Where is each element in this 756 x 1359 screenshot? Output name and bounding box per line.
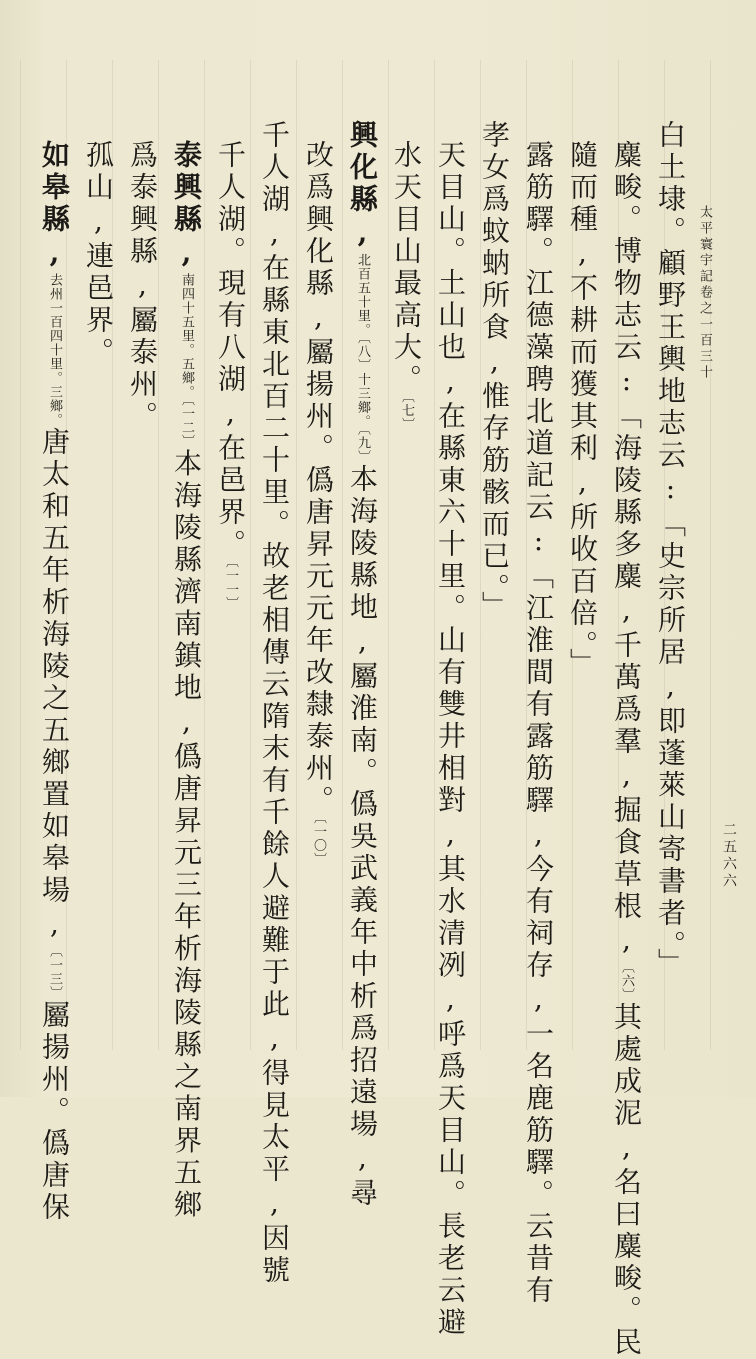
text-column-4 xyxy=(522,140,555,1307)
text-column-1 xyxy=(654,120,687,980)
text-column-3 xyxy=(566,140,599,680)
annotation-note: 〔一〇〕 xyxy=(311,817,326,867)
text-column-9 xyxy=(302,140,335,867)
text-column-6 xyxy=(434,140,467,1339)
annotation-note: 去州一百四十里。三鄉。 xyxy=(47,273,62,427)
text-run: 屬揚州。僞唐保 xyxy=(38,1000,71,1224)
text-run: 水天目山最高大。 xyxy=(390,140,423,396)
text-column-8 xyxy=(346,120,379,1210)
page-number: 二五六六 xyxy=(721,822,737,890)
text-run: 孝女爲蚊蚋所食,惟存筋骸而已。」 xyxy=(478,120,511,623)
text-run: 天目山。土山也,在縣東六十里。山有雙井相對,其水清冽,呼爲天目山。長老云避 xyxy=(434,140,467,1339)
text-run: 千人湖,在縣東北百二十里。故老相傳云隋末有千餘人避難于此,得見太平,因號 xyxy=(258,120,291,1287)
annotation-note: 〔八〕 xyxy=(355,337,370,373)
annotation-note: 南四十五里。五鄉。 xyxy=(179,273,194,399)
entry-heading: 如皋縣, xyxy=(38,140,71,273)
annotation-note: 〔七〕 xyxy=(399,396,414,432)
text-run: 本海陵縣地,屬淮南。僞吳武義年中析爲招遠場,尋 xyxy=(346,464,379,1210)
text-column-2 xyxy=(610,140,643,1359)
text-run: 孤山,連邑界。 xyxy=(82,140,115,369)
text-run: 千人湖。現有八湖,在邑界。 xyxy=(214,140,247,561)
text-run: 其處成泥,名曰麋畯。民 xyxy=(610,1002,643,1359)
annotation-note: 〔一一〕 xyxy=(223,561,238,611)
text-column-14 xyxy=(82,140,115,369)
text-column-11 xyxy=(214,140,247,611)
annotation-note: 十三鄉。 xyxy=(355,372,370,429)
running-title: 太平寰宇記卷之一百三十 xyxy=(697,205,712,381)
text-run: 露筋驛。江德藻聘北道記云:「江淮間有露筋驛,今有祠存,一名鹿筋驛。云昔有 xyxy=(522,140,555,1307)
entry-heading: 興化縣, xyxy=(346,120,379,253)
text-run: 隨而種,不耕而獲其利,所收百倍。」 xyxy=(566,140,599,680)
text-run: 本海陵縣濟南鎮地,僞唐昇元三年析海陵縣之南界五鄉 xyxy=(170,448,203,1222)
text-column-5 xyxy=(478,120,511,623)
text-run: 改爲興化縣,屬揚州。僞唐昇元元年改隸泰州。 xyxy=(302,140,335,817)
text-column-15 xyxy=(38,140,71,1224)
annotation-note: 〔九〕 xyxy=(355,428,370,464)
text-run: 唐太和五年析海陵之五鄉置如皋場, xyxy=(38,427,71,944)
text-column-13 xyxy=(126,140,159,433)
annotation-note: 北百五十里。 xyxy=(355,253,370,337)
annotation-note: 〔一三〕 xyxy=(47,944,62,1000)
text-column-10 xyxy=(258,120,291,1287)
text-column-12 xyxy=(170,140,203,1222)
entry-heading: 泰興縣, xyxy=(170,140,203,273)
text-column-7 xyxy=(390,140,423,432)
text-run: 麋畯。博物志云:「海陵縣多麋,千萬爲羣,掘食草根, xyxy=(610,140,643,960)
annotation-note: 〔六〕 xyxy=(619,960,634,1002)
text-run: 爲泰興縣,屬泰州。 xyxy=(126,140,159,433)
annotation-note: 〔一二〕 xyxy=(179,399,194,449)
text-run: 白土埭。顧野王輿地志云:「史宗所居,即蓬萊山寄書者。」 xyxy=(654,120,687,980)
